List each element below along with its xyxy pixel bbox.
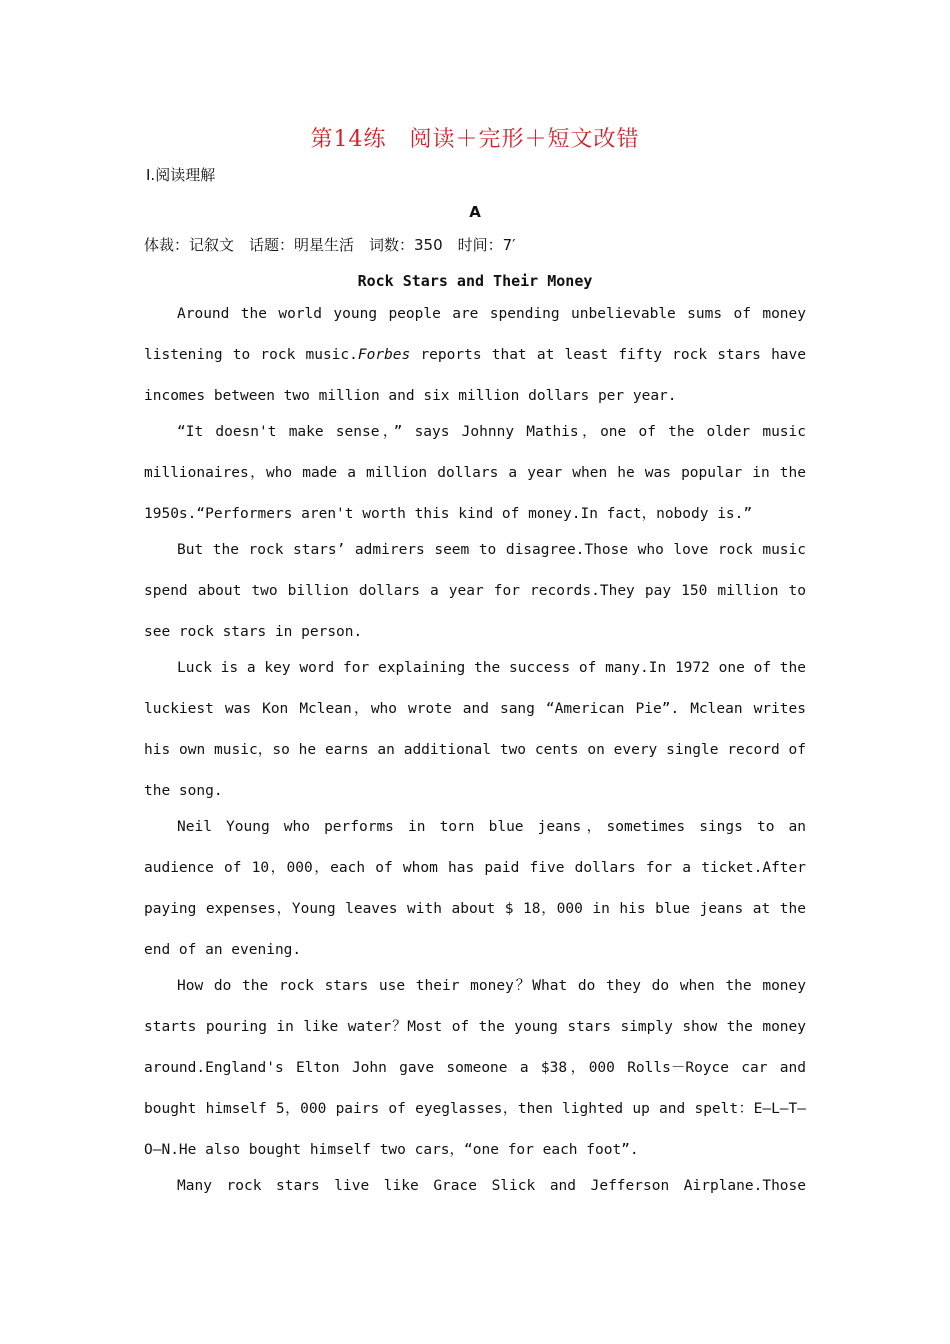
paragraph-text: Luck is a key word for explaining the success of many.In 1972 one of the luckiest was Kon Mclean，who wrote and sang “American Pie”. Mclean writes his own music，so he earns an additional two cents on every single record of the song. [144, 660, 806, 799]
paragraph-text: reports that at least fifty rock stars have incomes between two million and six million dollars per year. [144, 347, 806, 404]
paragraph-text: “It doesn't make sense，” says Johnny Mathis，one of the older music millionaires，who made a million dollars a year when he was popular in the 1950s.“Performers aren't worth this kind of money.In fact，nobody is.” [144, 424, 806, 522]
paragraph [144, 966, 806, 1171]
publication-name: Forbes [357, 347, 411, 363]
paragraph-text: Many rock stars live like Grace Slick and Jefferson Airplane.Those [177, 1178, 806, 1194]
paragraph-text: How do the rock stars use their money？What do they do when the money starts pouring in like water？Most of the young stars simply show the money around.England's Elton John gave someone a $38，000 Rolls－Royce car and bought himself 5，000 pairs of eyeglasses，then lighted up and spelt：E—L—T—O—N.He also bought himself two cars，“one for each foot”. [144, 978, 806, 1158]
section-heading: Ⅰ.阅读理解 [146, 166, 216, 184]
passage-meta: 体裁：记叙文 话题：明星生活 词数：350 时间：7′ [144, 236, 516, 254]
paragraph [144, 807, 806, 971]
paragraph [144, 294, 806, 417]
passage-title: Rock Stars and Their Money [357, 272, 593, 290]
paragraph [144, 412, 806, 535]
page-title: 第14练 阅读＋完形＋短文改错 [310, 127, 640, 152]
paragraph-text: But the rock stars’ admirers seem to disagree.Those who love rock music spend about two billion dollars a year for records.They pay 150 million to see rock stars in person. [144, 542, 806, 640]
paragraph [144, 530, 806, 653]
passage-letter: A [469, 203, 481, 221]
paragraph-text: Neil Young who performs in torn blue jeans，sometimes sings to an audience of 10，000，each of whom has paid five dollars for a ticket.After paying expenses，Young leaves with about $ 18，000 in his blue jeans at the end of an evening. [144, 819, 806, 958]
paragraph [144, 1166, 806, 1207]
passage-body [144, 294, 806, 1202]
paragraph-text: Around the world young people are spending unbelievable sums of money listening to rock music. [144, 306, 806, 363]
paragraph [144, 648, 806, 812]
